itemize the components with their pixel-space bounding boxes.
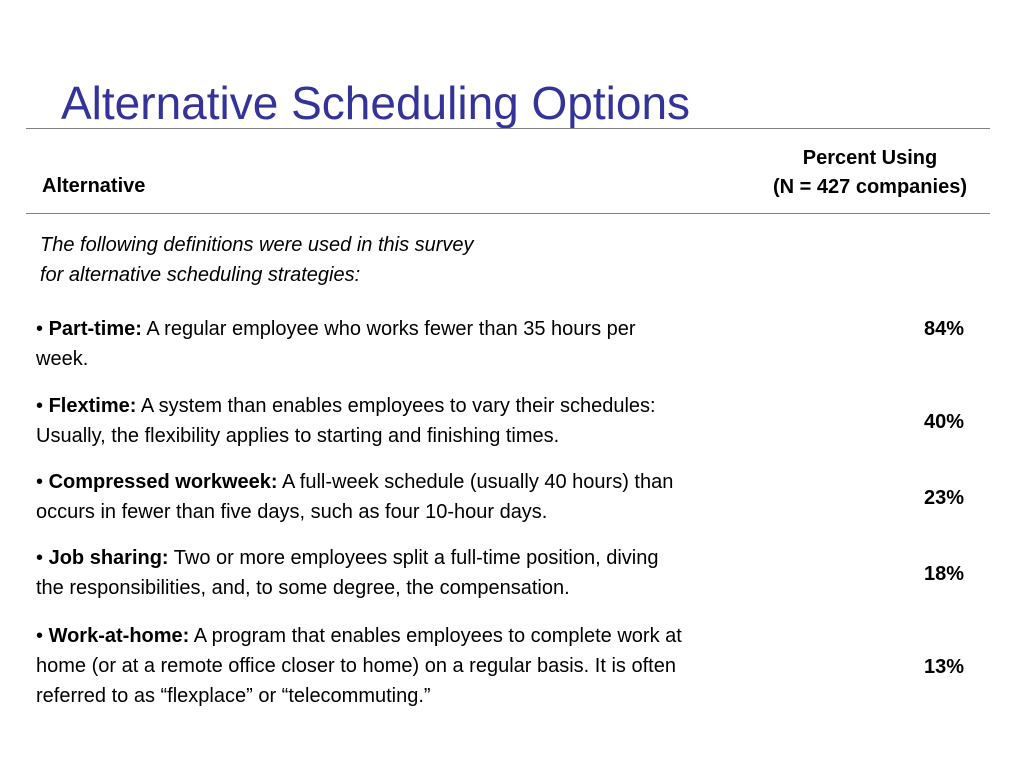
row-line-1 — [36, 543, 876, 573]
row-term: Part-time: — [48, 318, 142, 340]
row-line-2: the responsibilities, and, to some degree, the compensation. — [36, 577, 570, 599]
slide-title: Alternative Scheduling Options — [61, 77, 691, 129]
row-line-2: week. — [36, 348, 89, 370]
intro-text — [40, 230, 660, 290]
title-divider — [26, 128, 990, 129]
row-description — [36, 314, 876, 374]
column-header-percent-line1: Percent Using — [802, 147, 938, 169]
row-percent: 18% — [923, 563, 964, 585]
row-text-1: A regular employee who works fewer than 35 hours per — [146, 318, 636, 340]
row-line-1 — [36, 314, 876, 344]
row-description — [36, 543, 876, 603]
row-line-3: referred to as “flexplace” or “telecommuting.” — [36, 685, 431, 707]
row-percent: 23% — [923, 487, 964, 509]
row-line-1 — [36, 391, 876, 421]
bullet: • — [36, 318, 44, 340]
column-header-percent-line2: (N = 427 companies) — [773, 176, 967, 198]
row-term: Job sharing: — [48, 547, 169, 569]
row-term: Compressed workweek: — [48, 471, 278, 493]
row-line-1 — [36, 467, 876, 497]
column-header-percent-using — [730, 144, 1010, 202]
row-text-1: A full-week schedule (usually 40 hours) than — [282, 471, 674, 493]
bullet: • — [36, 625, 44, 647]
row-description — [36, 391, 876, 451]
row-line-1 — [36, 621, 876, 651]
row-line-2: home (or at a remote office closer to home) on a regular basis. It is often — [36, 655, 676, 677]
column-header-alternative: Alternative — [42, 175, 146, 197]
row-description — [36, 467, 876, 527]
row-percent: 13% — [923, 656, 964, 678]
row-term: Work-at-home: — [48, 625, 190, 647]
row-line-2: Usually, the flexibility applies to starting and finishing times. — [36, 425, 560, 447]
row-text-1: A program that enables employees to complete work at — [193, 625, 682, 647]
bullet: • — [36, 471, 44, 493]
intro-line-1: The following definitions were used in this survey — [40, 234, 474, 256]
row-text-1: A system than enables employees to vary their schedules: — [140, 395, 656, 417]
bullet: • — [36, 395, 44, 417]
row-description — [36, 621, 876, 711]
row-percent: 84% — [923, 318, 964, 340]
intro-line-2: for alternative scheduling strategies: — [40, 264, 361, 286]
row-line-2: occurs in fewer than five days, such as four 10-hour days. — [36, 501, 548, 523]
row-percent: 40% — [923, 411, 964, 433]
row-term: Flextime: — [48, 395, 137, 417]
header-divider — [26, 213, 990, 214]
row-text-1: Two or more employees split a full-time position, diving — [173, 547, 659, 569]
bullet: • — [36, 547, 44, 569]
